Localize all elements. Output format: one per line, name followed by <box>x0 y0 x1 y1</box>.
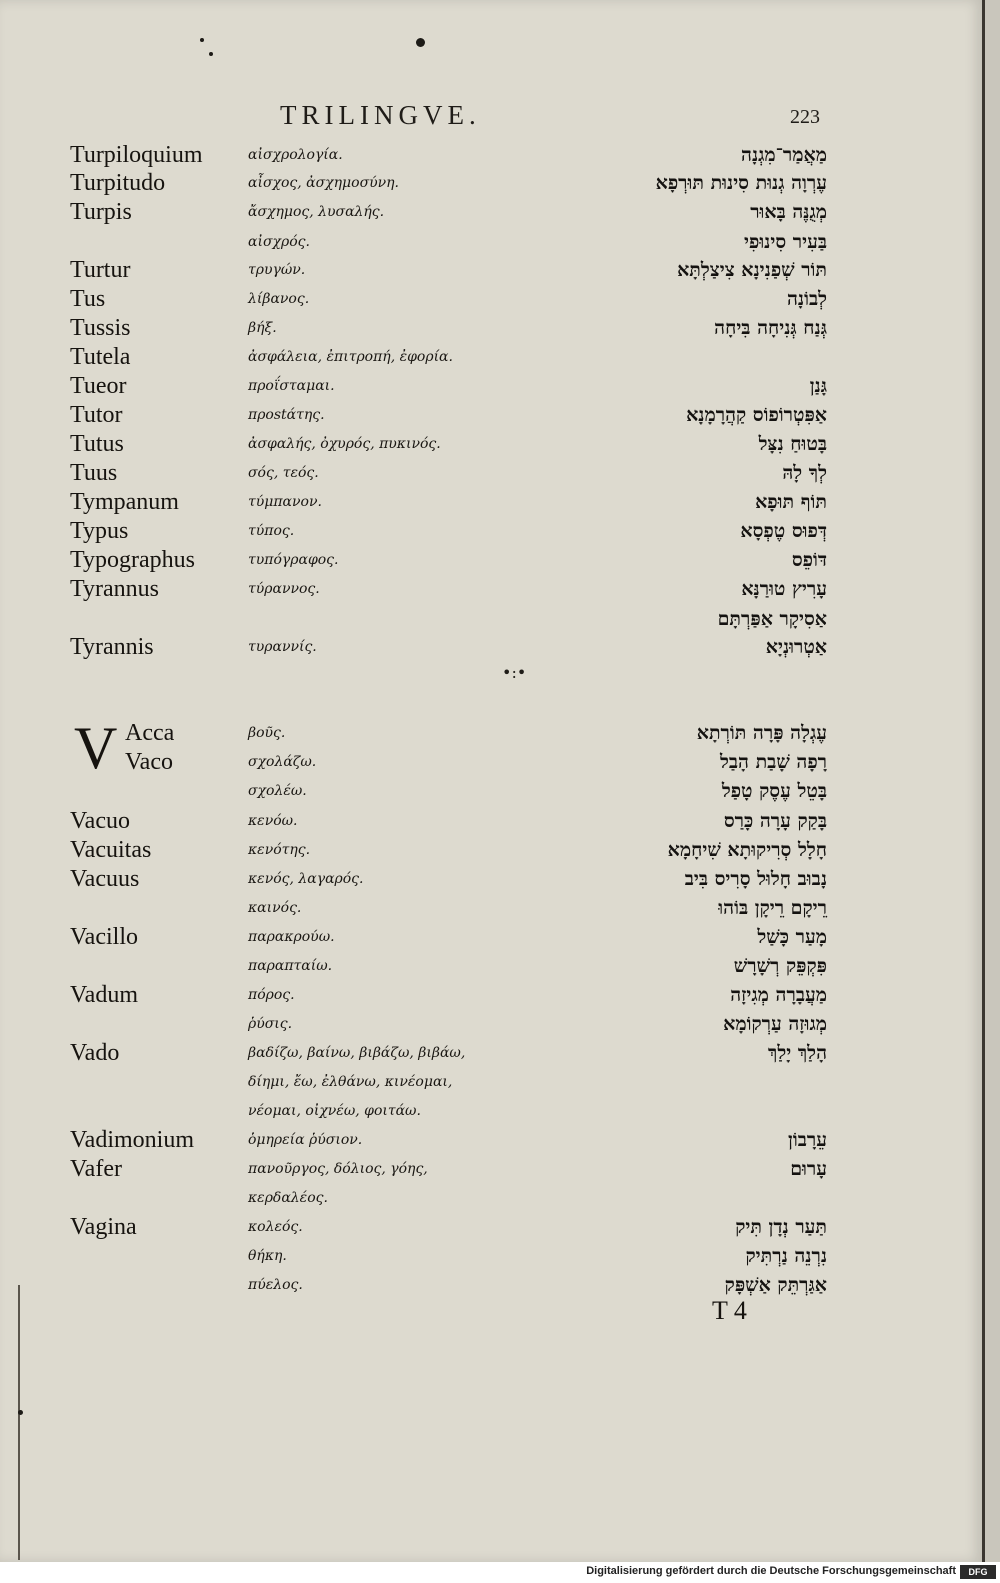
latin-headword: Turtur <box>70 257 131 283</box>
hebrew-equivalent: מְגֻנֶּה בָּאוּר <box>750 201 827 223</box>
greek-equivalent: καινός. <box>248 900 302 916</box>
greek-equivalent: βοῦς. <box>248 725 286 741</box>
entry-row <box>0 749 982 778</box>
hebrew-equivalent: רֵיקָם רֵיקָן בּוֹהוּ <box>718 897 827 919</box>
entry-row <box>0 460 982 489</box>
entry-row <box>0 199 982 228</box>
greek-equivalent: τύραννος. <box>248 581 320 597</box>
hebrew-equivalent: דְּפוּס טֶפְסָא <box>740 520 827 542</box>
hebrew-equivalent: נִרְנֵה נַרְתִּיק <box>745 1245 827 1267</box>
greek-equivalent: πρostάτης. <box>248 407 325 423</box>
entry-row <box>0 606 982 635</box>
greek-equivalent: νέομαι, οἰχνέω, φοιτάω. <box>248 1103 421 1119</box>
greek-equivalent: δίημι, ἔω, ἐλθάνω, κινέομαι, <box>248 1074 453 1090</box>
greek-equivalent: πανοῦργος, δόλιος, γόης, <box>248 1161 428 1177</box>
greek-equivalent: τυραννίς. <box>248 639 317 655</box>
binding-edge <box>18 1285 20 1560</box>
latin-headword: Vado <box>70 1040 120 1066</box>
latin-headword: Tympanum <box>70 489 179 515</box>
latin-headword: Vacuitas <box>70 837 152 863</box>
greek-equivalent: παραπταίω. <box>248 958 333 974</box>
latin-headword: Tyrannis <box>70 634 154 660</box>
greek-equivalent: προΐσταμαι. <box>248 378 335 394</box>
greek-equivalent: κολεός. <box>248 1219 303 1235</box>
greek-equivalent: ῥύσις. <box>248 1016 293 1032</box>
hebrew-equivalent: בַּעִיר סִינוּפִי <box>744 231 827 253</box>
latin-headword: Tus <box>70 286 106 312</box>
latin-headword: Vadum <box>70 982 138 1008</box>
hebrew-equivalent: דּוֹפֵס <box>791 549 827 571</box>
hebrew-equivalent: מַעֲבָרָה מְגִיזָה <box>730 984 827 1006</box>
greek-equivalent: τύπος. <box>248 523 295 539</box>
hebrew-equivalent: מָעַר כָּשַׁל <box>757 926 827 948</box>
entry-row <box>0 402 982 431</box>
latin-headword: Tutor <box>70 402 123 428</box>
latin-headword: Tuus <box>70 460 118 486</box>
greek-equivalent: ἄσχημος, λυσαλής. <box>248 204 385 220</box>
greek-equivalent: βήξ. <box>248 320 277 336</box>
greek-equivalent: σός, τεός. <box>248 465 319 481</box>
entry-row <box>0 982 982 1011</box>
hebrew-equivalent: בָּטוּחַ נִצָּל <box>758 433 827 455</box>
hebrew-equivalent: מַאֲמַר־מִגְנָה <box>741 144 827 166</box>
latin-headword: Turpitudo <box>70 170 166 196</box>
funding-credit: Digitalisierung gefördert durch die Deutsche Forschungsgemeinschaft <box>586 1565 956 1577</box>
hebrew-equivalent: תּוֹר שְׁפַנִינָא צִיצַלְתָּא <box>677 259 827 281</box>
entry-row <box>0 837 982 866</box>
hebrew-equivalent: הָלַךְ יָלַךְ <box>768 1042 827 1064</box>
greek-equivalent: τρυγών. <box>248 262 306 278</box>
entry-row <box>0 634 982 663</box>
entry-row <box>0 720 982 749</box>
ink-speck <box>18 1410 23 1415</box>
hebrew-equivalent: עָרוּם <box>790 1158 827 1180</box>
ink-speck <box>200 38 204 42</box>
drop-cap: V <box>74 715 118 781</box>
entry-row <box>0 1127 982 1156</box>
entry-row <box>0 286 982 315</box>
hebrew-equivalent: לְבוֹנָה <box>786 288 827 310</box>
greek-equivalent: θήκη. <box>248 1248 287 1264</box>
greek-equivalent: τύμπανον. <box>248 494 322 510</box>
greek-equivalent: κερδαλέος. <box>248 1190 328 1206</box>
latin-headword: Acca <box>125 720 175 746</box>
greek-equivalent: παρακρούω. <box>248 929 335 945</box>
latin-headword: Vacuo <box>70 808 130 834</box>
entry-row <box>0 315 982 344</box>
entry-row <box>0 1069 982 1098</box>
hebrew-equivalent: פִּקְפֵּק רְשָׁרָשׁ <box>733 955 827 977</box>
greek-equivalent: κενός, λαγαρός. <box>248 871 364 887</box>
greek-equivalent: πόρος. <box>248 987 295 1003</box>
entry-row <box>0 866 982 895</box>
hebrew-equivalent: תּוֹף תּוּפָא <box>755 491 827 513</box>
hebrew-equivalent: גְּנַח גְּנִיחָה בִּיחָה <box>714 317 827 339</box>
entry-row <box>0 431 982 460</box>
greek-equivalent: πύελος. <box>248 1277 303 1293</box>
greek-equivalent: ὁμηρεία ῥύσιον. <box>248 1132 363 1148</box>
greek-equivalent: τυπόγραφος. <box>248 552 339 568</box>
greek-equivalent: αἰσχρός. <box>248 234 310 250</box>
latin-headword: Vafer <box>70 1156 122 1182</box>
hebrew-equivalent: עֶרְוָה גְנוּת סִינוּת תּוּרְפָא <box>655 172 827 194</box>
hebrew-equivalent: חָלָל סְרִיקוּתָא שִׁיחָמָא <box>667 839 827 861</box>
greek-equivalent: αἰσχρολογία. <box>248 147 343 163</box>
latin-headword: Vaco <box>125 749 173 775</box>
hebrew-equivalent: אַטְרוּנְיָא <box>765 636 827 658</box>
ink-speck <box>416 38 425 47</box>
hebrew-equivalent: גָּנַן <box>809 375 827 397</box>
hebrew-equivalent: בָּקַק עָרָה כָּרַס <box>723 810 827 832</box>
entry-row <box>0 1098 982 1127</box>
entry-row <box>0 518 982 547</box>
entry-row <box>0 778 982 807</box>
section-ornament: •:• <box>502 663 527 682</box>
greek-equivalent: βαδίζω, βαίνω, βιβάζω, βιβάω, <box>248 1045 466 1061</box>
latin-headword: Tueor <box>70 373 127 399</box>
entry-row <box>0 1011 982 1040</box>
latin-headword: Vacillo <box>70 924 138 950</box>
entry-row <box>0 895 982 924</box>
greek-equivalent: σχολέω. <box>248 783 307 799</box>
hebrew-equivalent: נָבוּב חָלוּל סָרִיס בִּיב <box>684 868 827 890</box>
entry-row <box>0 142 982 171</box>
greek-equivalent: λίβανος. <box>248 291 310 307</box>
entry-row <box>0 808 982 837</box>
hebrew-equivalent: עָרִיץ טוּרַנָּא <box>741 578 827 600</box>
greek-equivalent: ἀσφαλής, ὀχυρός, πυκινός. <box>248 436 441 452</box>
entry-row <box>0 1040 982 1069</box>
entry-row <box>0 1185 982 1214</box>
latin-headword: Tutus <box>70 431 124 457</box>
entry-row <box>0 344 982 373</box>
page-number: 223 <box>790 106 820 128</box>
digitization-footer <box>0 1562 1000 1583</box>
entry-row <box>0 953 982 982</box>
hebrew-equivalent: בָּטֵל עֶסֶק טָפַל <box>721 780 827 802</box>
latin-headword: Vadimonium <box>70 1127 194 1153</box>
hebrew-equivalent: עֵרָבוֹן <box>788 1129 827 1151</box>
entry-row <box>0 1243 982 1272</box>
hebrew-equivalent: עֶגְלָה פָּרָה תּוֹרְתָא <box>696 722 827 744</box>
hebrew-equivalent: מְגוּזָה עַרְקוֹמָא <box>723 1013 827 1035</box>
latin-headword: Typus <box>70 518 129 544</box>
entry-row <box>0 1214 982 1243</box>
entry-row <box>0 547 982 576</box>
latin-headword: Tyrannus <box>70 576 159 602</box>
hebrew-equivalent: אַסִיקָר אַפַּרְתָּם <box>717 608 827 630</box>
latin-headword: Turpis <box>70 199 132 225</box>
greek-equivalent: ἀσφάλεια, ἐπιτροπή, ἐφορία. <box>248 349 453 365</box>
entry-row <box>0 373 982 402</box>
greek-equivalent: κενόω. <box>248 813 298 829</box>
entry-row <box>0 489 982 518</box>
ink-speck <box>209 52 213 56</box>
entry-row <box>0 576 982 605</box>
greek-equivalent: σχολάζω. <box>248 754 317 770</box>
entry-row <box>0 170 982 199</box>
entry-row <box>0 924 982 953</box>
dfg-logo: DFG <box>960 1565 996 1579</box>
entry-row <box>0 229 982 258</box>
latin-headword: Vagina <box>70 1214 137 1240</box>
hebrew-equivalent: תַּעַר נְדָן תִּיק <box>735 1216 827 1238</box>
entry-row <box>0 1272 982 1301</box>
latin-headword: Typographus <box>70 547 195 573</box>
page-header <box>0 100 982 140</box>
signature-mark: T 4 <box>712 1296 747 1325</box>
latin-headword: Tussis <box>70 315 131 341</box>
running-title: TRILINGVE. <box>280 100 481 130</box>
greek-equivalent: αἶσχος, ἀσχημοσύνη. <box>248 175 399 191</box>
latin-headword: Turpiloquium <box>70 142 203 168</box>
greek-equivalent: κενότης. <box>248 842 311 858</box>
hebrew-equivalent: רָפָה שָׁבַת הָבַל <box>720 751 827 773</box>
entry-row <box>0 1156 982 1185</box>
hebrew-equivalent: לְךָ לָהּ <box>782 462 827 484</box>
hebrew-equivalent: אַפִּטְרוֹפוֹס קַהֲרָמָנָא <box>686 404 827 426</box>
hebrew-equivalent: אַגַּרְתֵּק אַשְׁפָּק <box>724 1274 827 1296</box>
entry-row <box>0 257 982 286</box>
latin-headword: Tutela <box>70 344 131 370</box>
latin-headword: Vacuus <box>70 866 140 892</box>
